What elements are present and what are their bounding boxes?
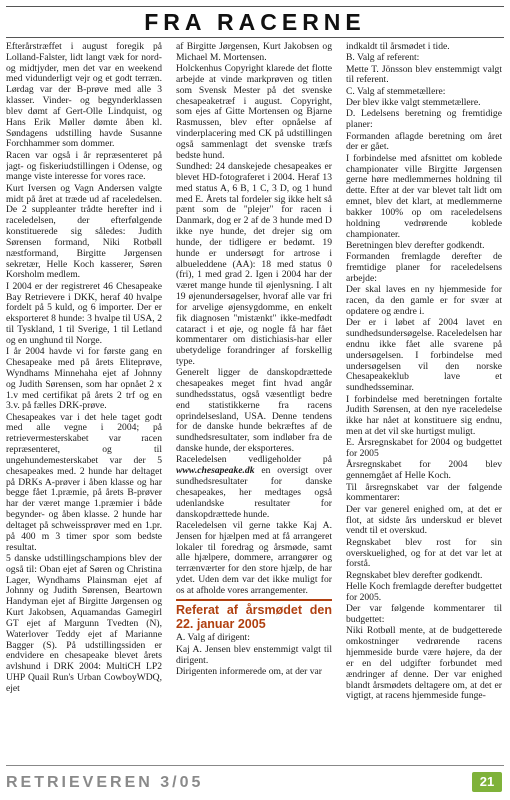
article-body	[6, 42, 504, 758]
paragraph: Årsregnskabet for 2004 blev gennemgået af Helle Koch.	[346, 459, 502, 482]
paragraph: D. Ledelsens beretning og fremtidige planer:	[346, 108, 502, 131]
paragraph: Racen var også i år repræsenteret på jagt- og fiskeriudstillingen i Odense, og mange viste interesse for vores race.	[6, 149, 162, 183]
column-3	[346, 42, 502, 758]
footer-divider	[6, 765, 504, 766]
paragraph: I år 2004 havde vi for første gang en Chesapeake med på årets Eliteprøve, Wyndhams Minnehaha ejet af Johnny og Judith Sørensen, som har opnået 2 x 1.v med certifikat på årets 2 trf og en 3.v. på fælles DRK-prøve.	[6, 346, 162, 412]
paragraph: Der skal laves en ny hjemmeside for racen, da den gamle er for svær at opdatere og ændre i.	[346, 284, 502, 317]
paragraph: I forbindelse med afsnittet om koblede championater ville Birgitte Jørgensen gerne høre medlemmernes holdning til dette. Efter at der var blevet talt lidt om emnet, blev det klart, at medlemmerne bakker 100% op om raceledelsens holdning vedrørende koblede championater.	[346, 152, 502, 240]
paragraph-tail: en oversigt over sundhedsresultater for danske chesapeakes, her medtages også udenlandske resultater for danskopdrættede hunde.	[176, 465, 332, 520]
paragraph: Niki Rotbøll mente, at de budgetterede omkostninger vedrørende racens hjemmeside burde være højere, da der er en del udgifter forbundet med ændringer af denne. Der var enighed blandt årsmødets deltagere om, at det er vigtigt, at racens hjemmeside funge-	[346, 625, 502, 702]
paragraph: Kurt Iversen og Vagn Andersen valgte midt på året at træde ud af raceledelsen. De 2 suppleanter trådte herefter ind i raceledelsen, der efterfølgende konstituerede sig således: Judith Sørensen formand, Niki Rotbøll næstformand, Birgitte Jørgensen sekretær, Helle Koch kasserer, Søren Korsholm medlem.	[6, 182, 162, 281]
page-header	[6, 6, 504, 38]
paragraph-lead: Raceledelsen vedligeholder på	[176, 454, 332, 466]
paragraph: I forbindelse med beretningen fortalte Judith Sørensen, at den nye raceledelse ikke har nået at konstituere sig endnu, men at det vil ske hurtigst muligt.	[346, 393, 502, 437]
paragraph: Dirigenten informerede om, at der var	[176, 665, 322, 677]
section-title: FRA RACERNE	[144, 9, 366, 35]
paragraph: Chesapeakes var i det hele taget godt med alle vegne i 2004; på retrievermesterskabet var racen repræsenteret, og til ungehundemesterskabet var der 5 chesapeakes med. 2 hunde har deltaget på DRKs A-prøver i åben klasse og har begge fået 1.præmie, på årets B-prøver har der været mange 1.præmier i både begynder- og åben klasse. 2 hunde har deltaget på schweissprøver med en 1.pr. på 400 m 3 timer spor som bedste resultat.	[6, 411, 162, 553]
paragraph: E. Årsregnskabet for 2004 og budgettet for 2005	[346, 437, 502, 460]
paragraph: Regnskabet blev rost for sin overskuelighed, og for at det var let at forstå.	[346, 536, 502, 570]
paragraph-with-link	[176, 455, 332, 520]
paragraph: Helle Koch fremlagde derefter budgettet for 2005.	[346, 581, 502, 603]
magazine-issue: RETRIEVEREN 3/05	[6, 774, 204, 791]
paragraph: Der er i løbet af 2004 lavet en sundhedsundersøgelse. Raceledelsen har endnu ikke fået alle svarene på undersøgelsen. I forbindelse med undersøgelsen vil den norske Chesapeakeklub lave et sundhedsseminar.	[346, 317, 502, 394]
paragraph: Beretningen blev derefter godkendt.	[346, 239, 485, 251]
paragraph: Der var følgende kommentarer til budgettet:	[346, 603, 502, 626]
paragraph: af Birgitte Jørgensen, Kurt Jakobsen og Michael M. Mortensen.	[176, 42, 332, 63]
paragraph: Kaj A. Jensen blev enstemmigt valgt til dirigent.	[176, 643, 332, 666]
minutes-heading: Referat af årsmødet den 22. januar 2005	[176, 602, 332, 632]
paragraph: Formanden aflagde beretning om året der er gået.	[346, 130, 502, 153]
column-1	[6, 42, 162, 758]
column-2	[176, 42, 332, 758]
paragraph: Holckenhus Copyright klarede det flotte arbejde at vinde markprøven og titlen som Svensk Mester på det svenske chesapeaketræf i august. Copyright, som ejes af Gitte Mortensen og Bjarne Rasmussen, blev efter opnåelse af vinderplacering med CK på udstillingen også sammenlagt det svenske træfs bedste hund.	[176, 63, 332, 161]
paragraph: C. Valg af stemmetællere:	[346, 85, 446, 97]
paragraph: Raceledelsen vil gerne takke Kaj A. Jensen for hjælpen med at få arrangeret lokaler til foredrag og årsmøde, samt alle hjælpere, dommere, arrangører og terrænværter for den store hjælp, de har ydet. Uden dem var det ikke muligt for os at afholde vores arrangementer.	[176, 519, 332, 596]
page-number: 21	[472, 772, 502, 792]
paragraph: Mette T. Jönsson blev enstemmigt valgt til referent.	[346, 63, 502, 86]
paragraph: Til årsregnskabet var der følgende kommentarer:	[346, 481, 502, 504]
paragraph: I 2004 er der registreret 46 Chesapeake Bay Retrievere i DKK, heraf 40 hvalpe fordelt på 5 kuld, og 6 importer. Der er eksporteret 8 hunde: 3 hvalpe til USA, 2 til Tyskland, 1 til Sverige, 1 til Letland og en unghund til Norge.	[6, 280, 162, 346]
paragraph: A. Valg af dirigent:	[176, 632, 250, 644]
paragraph: Generelt ligger de danskopdrættede chesapeakes meget fint hvad angår sundhedsstatus, også væsentligt bedre end statistikkerne fra racens oprindelsesland, USA. Denne tendens for de danske hunde bekræftes af de sundhedsresultater, som indløber fra de danske hunde, der eksporteres.	[176, 367, 332, 455]
minutes-section	[176, 599, 332, 678]
paragraph: Der var generel enighed om, at det er flot, at sidste års underskud er blevet vendt til et overskud.	[346, 503, 502, 537]
paragraph: Formanden fremlagde derefter de fremtidige planer for raceledelsens arbejde:	[346, 251, 502, 284]
paragraph: Efterårstræffet i august foregik på Lolland-Falster, lidt langt væk for nord- og midtjyder, men det var en weekend med vidunderligt vejr og et godt terræn. Lørdag var der B-prøve med alle 3 klasser. Vinder- og begynderklassen blev dømt af Gert-Olle Lindquist, og Hans Erik Møller dømte åben kl. Søndagens udstilling havde Susanne Forchhammer som dommer.	[6, 42, 162, 150]
paragraph: 5 danske udstillingschampions blev der også til: Oban ejet af Søren og Christina Lager, Wyndhams Plainsman ejet af Johnny og Judith Sørensen, Beartown Handyman ejet af Birgitte Jørgensen og Kurt Jakobsen, Aquamandas Gamegirl GT ejet af Margunn Tvedten (N), Waterlover Teddy ejet af Marianne Bagger (S). På udstillingssiden er endvidere en chesapeake blevet årets avlshund i DRK 2004: MultiCH LP2 UHP Quail Run's Urban CowboyWDQ, ejet	[6, 552, 162, 694]
paragraph: B. Valg af referent:	[346, 52, 420, 64]
paragraph: Regnskabet blev derefter godkendt.	[346, 569, 483, 581]
paragraph: Sundhed: 24 danskejede chesapeakes er blevet HD-fotograferet i 2004. Heraf 13 med status A, 6 B, 1 C, 3 D, og 1 hund med E. Årets tal fordeler sig ikke helt så pænt som de "plejer" for racen i Danmark, dog er 2 af de 3 hunde med D ikke nye hunde, det drejer sig om hunde, der tidligere er bedømt. 19 hunde er undersøgt for artrose i albueleddene (AA): 18 med status 0 (fri), 1 med grad 2. Igen i 2004 har der været mange hunde til øjenlysning. I alt 19 øjenundersøgelser, hvoraf alle var fri for arvelige øjensygdomme, en enkelt fik diagnosen "mistænkt" ikke-medfødt cataract i et øje, og nogle få har fået kommentarer om distichiasis-har eller ubetydelige forandringer af forskellig type.	[176, 161, 332, 368]
page-footer	[0, 760, 510, 800]
paragraph: indkaldt til årsmødet i tide.	[346, 42, 450, 52]
paragraph: Der blev ikke valgt stemmetællere.	[346, 97, 481, 109]
website-link[interactable]: www.chesapeake.dk	[176, 465, 255, 477]
